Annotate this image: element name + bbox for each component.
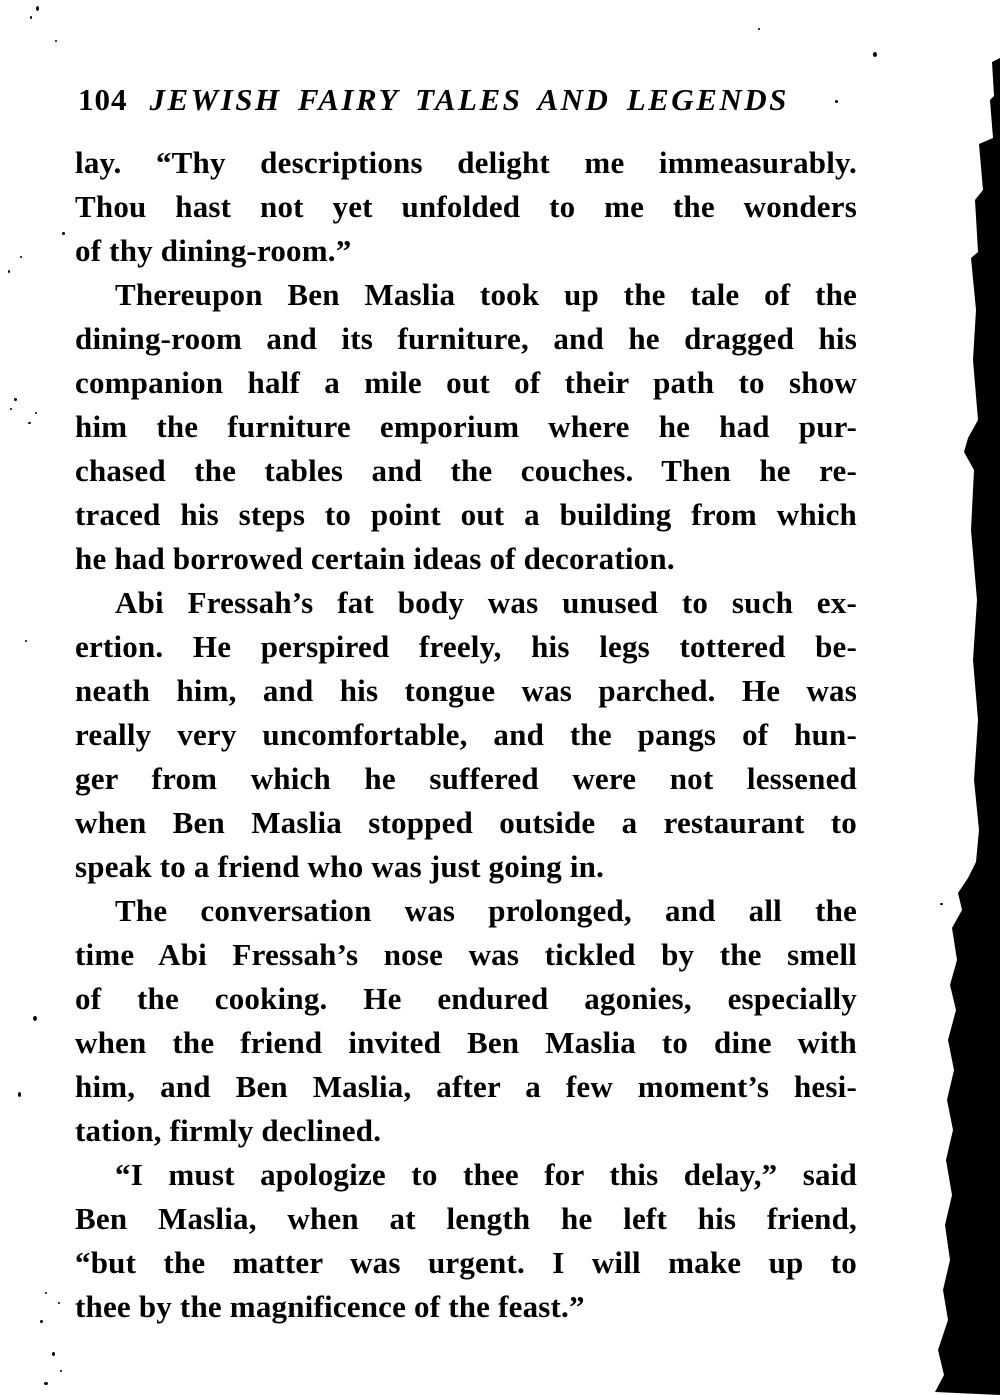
text-line: when Ben Maslia stopped outside a restaurant to xyxy=(75,805,857,840)
text-line: him, and Ben Maslia, after a few moment’s hesi- xyxy=(75,1069,857,1104)
scan-speckle xyxy=(45,1292,47,1294)
scan-speckle xyxy=(940,903,943,905)
scan-speckle xyxy=(25,640,27,642)
page-number: 104 xyxy=(78,82,128,117)
text-line: chased the tables and the couches. Then he re- xyxy=(75,453,857,488)
scan-speckle xyxy=(44,1382,48,1385)
text-line: Thou hast not yet unfolded to me the wonders xyxy=(75,189,857,224)
text-line: Ben Maslia, when at length he left his friend, xyxy=(75,1201,857,1236)
scan-speckle xyxy=(58,1302,60,1304)
text-line: speak to a friend who was just going in. xyxy=(75,849,605,884)
scan-speckle xyxy=(35,412,37,414)
text-line: thee by the magnificence of the feast.” xyxy=(75,1289,585,1324)
text-line: companion half a mile out of their path to show xyxy=(75,365,857,400)
scan-speckle xyxy=(60,1370,62,1372)
text-line: Abi Fressah’s fat body was unused to such ex- xyxy=(115,585,857,620)
scan-speckle xyxy=(14,398,17,401)
header-title: JEWISH FAIRY TALES AND LEGENDS xyxy=(149,82,789,117)
scan-speckle xyxy=(33,1016,37,1021)
running-header xyxy=(78,82,838,118)
text-line: tation, firmly declined. xyxy=(75,1113,382,1148)
text-line: “I must apologize to thee for this delay,” said xyxy=(115,1157,857,1192)
text-line: of thy dining-room.” xyxy=(75,233,352,268)
page-body xyxy=(75,141,857,1329)
text-line: of the cooking. He endured agonies, especially xyxy=(75,981,857,1016)
text-line: really very uncomfortable, and the pangs of hun- xyxy=(75,717,857,752)
scan-speckle xyxy=(835,100,838,103)
scan-speckle xyxy=(28,422,31,424)
scan-speckle xyxy=(873,52,877,57)
text-line: ertion. He perspired freely, his legs tottered be- xyxy=(75,629,857,664)
text-line: ger from which he suffered were not lessened xyxy=(75,761,857,796)
text-line: The conversation was prolonged, and all the xyxy=(115,893,857,928)
text-line: neath him, and his tongue was parched. He was xyxy=(75,673,857,708)
text-line: time Abi Fressah’s nose was tickled by the smell xyxy=(75,937,857,972)
scan-speckle xyxy=(758,28,760,30)
scan-speckle xyxy=(52,1352,55,1356)
text-line: him the furniture emporium where he had pur- xyxy=(75,409,857,444)
text-line: when the friend invited Ben Maslia to dine with xyxy=(75,1025,857,1060)
text-line: traced his steps to point out a building from which xyxy=(75,497,857,532)
scan-speckle xyxy=(8,270,10,273)
text-line: dining-room and its furniture, and he dragged his xyxy=(75,321,857,356)
scan-speckle xyxy=(40,1320,43,1323)
scan-speckle xyxy=(20,256,22,258)
scan-speckle xyxy=(30,16,32,19)
scan-speckle xyxy=(62,232,65,235)
text-line: “but the matter was urgent. I will make up to xyxy=(75,1245,857,1280)
scan-speckle xyxy=(10,408,12,410)
scan-speckle xyxy=(18,1092,21,1097)
text-line: Thereupon Ben Maslia took up the tale of the xyxy=(115,277,857,312)
scan-speckle xyxy=(55,40,57,42)
text-line: lay. “Thy descriptions delight me immeasurably. xyxy=(75,145,857,180)
scan-speckle xyxy=(36,6,39,11)
text-line: he had borrowed certain ideas of decoration. xyxy=(75,541,675,576)
